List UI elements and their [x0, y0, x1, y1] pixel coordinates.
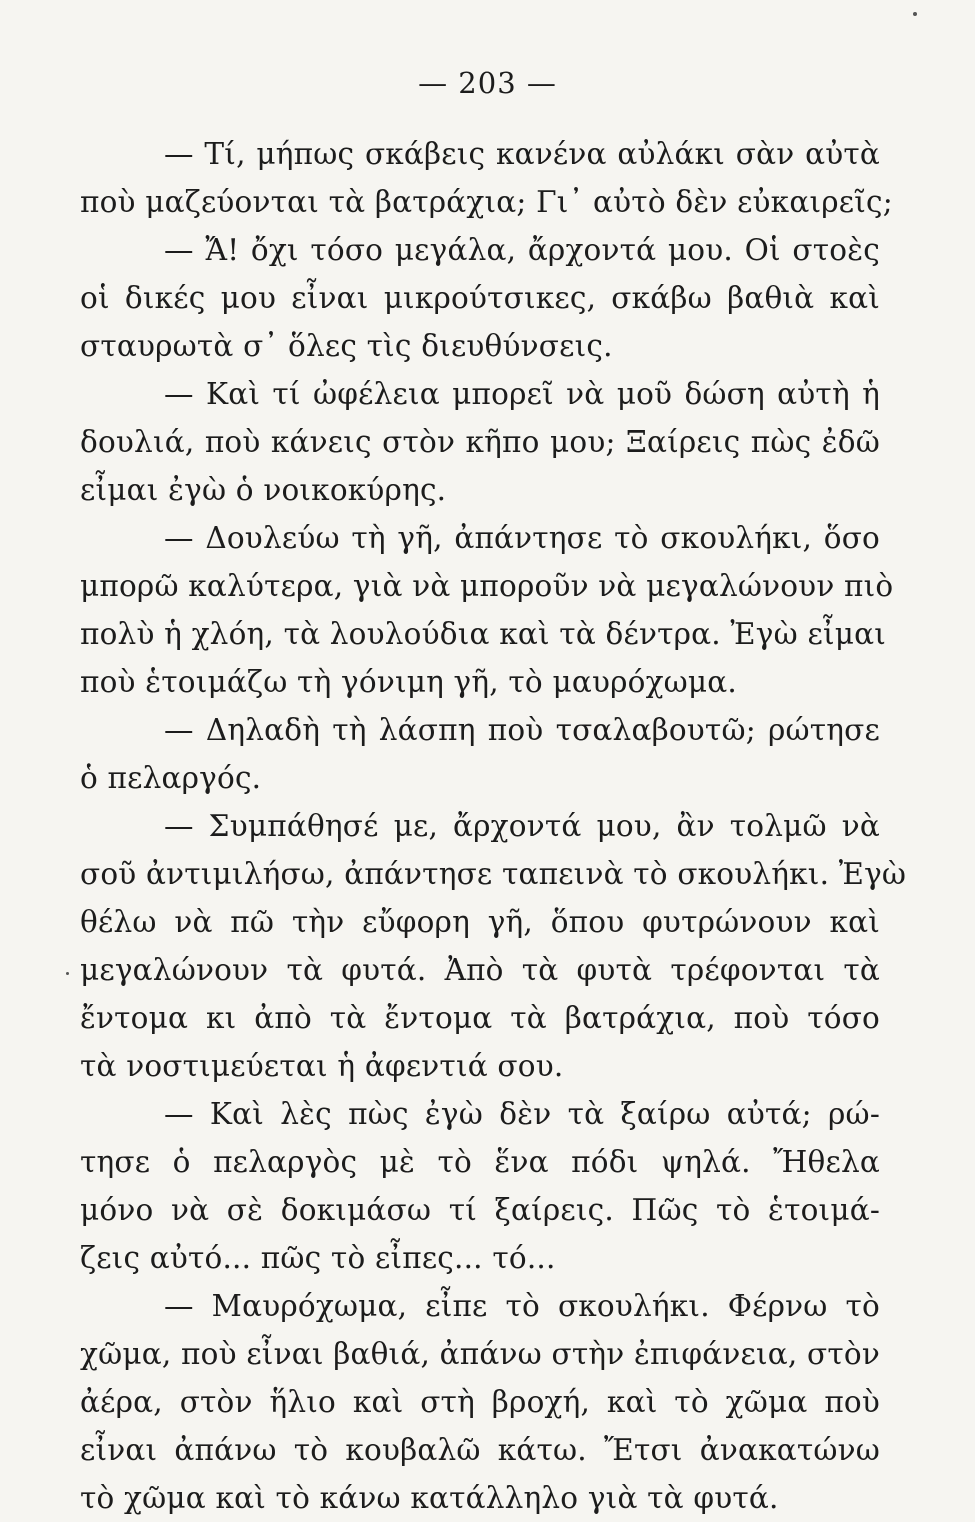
text-line: — Ἄ! ὄχι τόσο μεγάλα, ἄρχοντά μου. Οἱ στοὲς	[164, 233, 880, 267]
text-line: — Δηλαδὴ τὴ λάσπη ποὺ τσαλαβουτῶ; ρώτησε	[164, 713, 880, 747]
paragraph	[80, 130, 893, 226]
paragraph	[80, 370, 880, 514]
text-line: τησε ὁ πελαργὸς μὲ τὸ ἕνα πόδι ψηλά. Ἤθελα	[80, 1145, 880, 1179]
paragraph	[80, 226, 880, 370]
text-line: — Τί, μήπως σκάβεις κανένα αὐλάκι σὰν αὐτὰ	[164, 137, 880, 171]
text-line: μεγαλώνουν τὰ φυτά. Ἀπὸ τὰ φυτὰ τρέφονται τὰ	[80, 953, 880, 987]
text-line: οἱ δικές μου εἶναι μικρούτσικες, σκάβω βαθιὰ καὶ	[80, 281, 880, 315]
text-line: τὰ νοστιμεύεται ἡ ἀφεντιά σου.	[80, 1049, 564, 1083]
text-line: ἀέρα, στὸν ἥλιο καὶ στὴ βροχή, καὶ τὸ χῶμα ποὺ	[80, 1385, 880, 1419]
paper-speck	[66, 972, 69, 975]
text-line: θέλω νὰ πῶ τὴν εὔφορη γῆ, ὅπου φυτρώνουν καὶ	[80, 905, 880, 939]
text-line: — Καὶ λὲς πὼς ἐγὼ δὲν τὰ ξαίρω αὐτά; ρώ-	[164, 1097, 880, 1131]
text-line: σταυρωτὰ σ᾽ ὅλες τὶς διευθύνσεις.	[80, 329, 613, 363]
text-line: μπορῶ καλύτερα, γιὰ νὰ μποροῦν νὰ μεγαλώνουν πιὸ	[80, 569, 894, 603]
body-text	[80, 130, 907, 1522]
text-line: πολὺ ἡ χλόη, τὰ λουλούδια καὶ τὰ δέντρα. Ἐγὼ εἶμαι	[80, 617, 886, 651]
text-line: ποὺ μαζεύονται τὰ βατράχια; Γι᾽ αὐτὸ δὲν εὐκαιρεῖς;	[80, 185, 893, 219]
paragraph	[80, 706, 880, 802]
text-line: τὸ χῶμα καὶ τὸ κάνω κατάλληλο γιὰ τὰ φυτά.	[80, 1481, 779, 1515]
text-line: δουλιά, ποὺ κάνεις στὸν κῆπο μου; Ξαίρεις πὼς ἐδῶ	[80, 425, 880, 459]
text-line: ποὺ ἑτοιμάζω τὴ γόνιμη γῆ, τὸ μαυρόχωμα.	[80, 665, 737, 699]
text-line: χῶμα, ποὺ εἶναι βαθιά, ἀπάνω στὴν ἐπιφάνεια, στὸν	[80, 1337, 880, 1371]
paragraph	[80, 1090, 880, 1282]
text-line: σοῦ ἀντιμιλήσω, ἀπάντησε ταπεινὰ τὸ σκουλήκι. Ἐγὼ	[80, 857, 907, 891]
text-line: — Καὶ τί ὠφέλεια μπορεῖ νὰ μοῦ δώση αὐτὴ ἡ	[164, 377, 880, 411]
text-line: ἔντομα κι ἀπὸ τὰ ἔντομα τὰ βατράχια, ποὺ τόσο	[80, 1001, 880, 1035]
text-line: ὁ πελαργός.	[80, 761, 262, 795]
paper-speck	[913, 12, 917, 16]
text-line: — Μαυρόχωμα, εἶπε τὸ σκουλήκι. Φέρνω τὸ	[164, 1289, 880, 1323]
paragraph	[80, 802, 907, 1090]
text-line: εἶμαι ἐγὼ ὁ νοικοκύρης.	[80, 473, 447, 507]
page-number: — 203 —	[418, 66, 557, 100]
text-line: — Δουλεύω τὴ γῆ, ἀπάντησε τὸ σκουλήκι, ὅσο	[164, 521, 880, 555]
text-line: — Συμπάθησέ με, ἄρχοντά μου, ἂν τολμῶ νὰ	[164, 809, 880, 843]
text-line: ζεις αὐτό... πῶς τὸ εἶπες... τό...	[80, 1241, 556, 1275]
paragraph	[80, 514, 894, 706]
text-line: μόνο νὰ σὲ δοκιμάσω τί ξαίρεις. Πῶς τὸ ἑτοιμά-	[80, 1193, 880, 1227]
text-line: εἶναι ἀπάνω τὸ κουβαλῶ κάτω. Ἔτσι ἀνακατώνω	[80, 1433, 880, 1467]
paragraph	[80, 1282, 880, 1522]
